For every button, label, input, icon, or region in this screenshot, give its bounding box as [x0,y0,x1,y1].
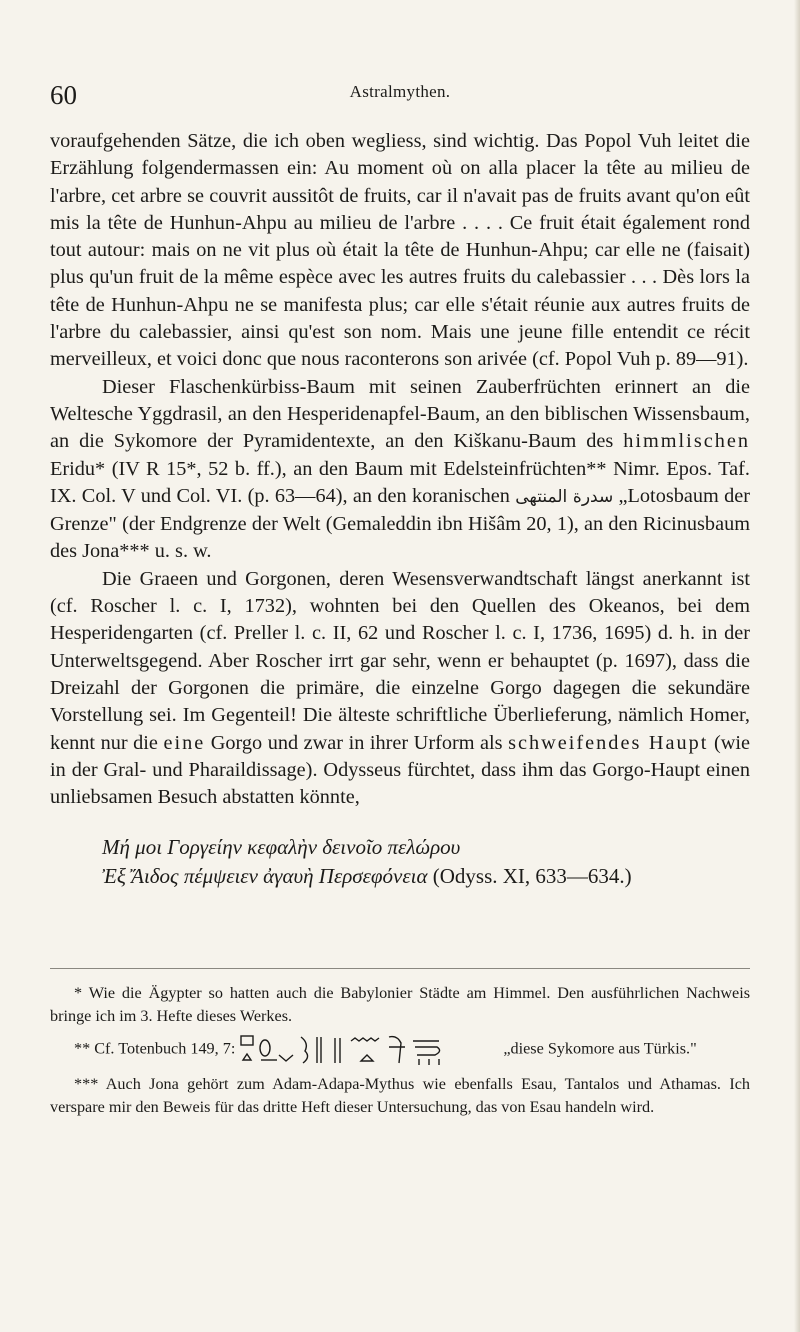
page-edge [794,0,800,1332]
page-header [50,78,750,112]
body-text [50,128,750,891]
running-title: Astralmythen. [349,82,451,101]
spaced-emphasis: eine [163,731,206,754]
spaced-emphasis: himmlischen [623,430,750,453]
greek-quotation [50,833,750,891]
footnotes [50,982,750,1124]
spaced-emphasis: schweifendes Haupt [508,731,709,754]
quote-reference: (Odyss. XI, 633—634.) [427,864,632,889]
footnote-rule [50,968,750,969]
paragraph-2: Dieser Flaschenkürbiss-Baum mit seinen Zauberfrüchten erinnert an die Weltesche Yggdrasil, an den Hesperidenapfel-Baum, an den biblischen Wissensbaum, an die Sykomore der Pyramidentexte, an den Kiškanu-Baum des himmlischen Eridu* (IV R 15*, 52 b. ff.), an den Baum mit Edelsteinfrüchten** Nimr. Epos. Taf. IX. Col. V und Col. VI. (p. 63—64), an den koranischen سدرة المنتهى „Lotosbaum der Grenze" (der Endgrenze der Welt (Gemaleddin ibn Hišâm 20, 1), an den Ricinusbaum des Jona*** u. s. w. [50,375,751,563]
paragraph-3: Die Graeen und Gorgonen, deren Wesensverwandtschaft längst anerkannt ist (cf. Roscher l. c. I, 1732), wohnten bei den Quellen des Okeanos, bei dem Hesperidengarten (cf. Preller l. c. II, 62 und Roscher l. c. I, 1736, 1695) d. h. in der Unterweltsgegend. Aber Roscher irrt gar sehr, wenn er behauptet (p. 1697), dass die Dreizahl der Gorgonen die primäre, die einzelne Gorgo dagegen die sekundäre Vorstellung sei. Im Gegenteil! Die älteste schriftliche Überlieferung, nämlich Homer, kennt nur die eine Gorgo und zwar in ihrer Urform als schweifendes Haupt (wie in der Gral- und Pharaildissage). Odysseus fürchtet, dass ihm das Gorgo-Haupt einen unliebsamen Besuch abstatten könnte, [50,567,750,809]
footnote-2: ** Cf. Totenbuch 149, 7: „diese Sykomore aus Türkis." [50,1033,750,1067]
hieroglyph-icon [239,1033,499,1067]
quote-line-1: Μή μοι Γοργείην κεφαλὴν δεινοῖο πελώρου [102,835,461,860]
footnote-1: * Wie die Ägypter so hatten auch die Babylonier Städte am Himmel. Den ausführlichen Nachweis bringe ich im 3. Hefte dieses Werkes. [50,984,750,1025]
quote-line-2: Ἐξ Ἄιδος πέμψειεν ἀγαυὴ Περσεφόνεια (Odyss. XI, 633—634.) [102,864,632,889]
arabic-phrase: سدرة المنتهى [515,486,614,507]
footnote-3: *** Auch Jona gehört zum Adam-Adapa-Mythus wie ebenfalls Esau, Tantalos und Athamas. Ich verspare mir den Beweis für das dritte Heft dieser Untersuchung, das von Esau handeln wird. [50,1075,750,1116]
page-number: 60 [50,80,77,110]
paragraph-1: voraufgehenden Sätze, die ich oben wegliess, sind wichtig. Das Popol Vuh leitet die Erzählung folgendermassen ein: Au moment où on alla placer la tête au milieu de l'arbre, cet arbre se couvrit aussitôt de fruits, car il n'avait pas de fruits avant qu'on eût mis la tête de Hunhun-Ahpu au milieu de l'arbre . . . . Ce fruit était également rond tout autour: mais on ne vit plus où était la tête de Hunhun-Ahpu; car elle ne (faisait) plus qu'un fruit de la même espèce avec les autres fruits du calebassier . . . Dès lors la tête de Hunhun-Ahpu ne se manifesta plus; car elle s'était réunie aux autres fruits de l'arbre du calebassier, ainsi qu'est son nom. Mais une jeune fille entendit ce récit merveilleux, et voici donc que nous raconterons son arivée (cf. Popol Vuh p. 89—91). [50,130,750,371]
